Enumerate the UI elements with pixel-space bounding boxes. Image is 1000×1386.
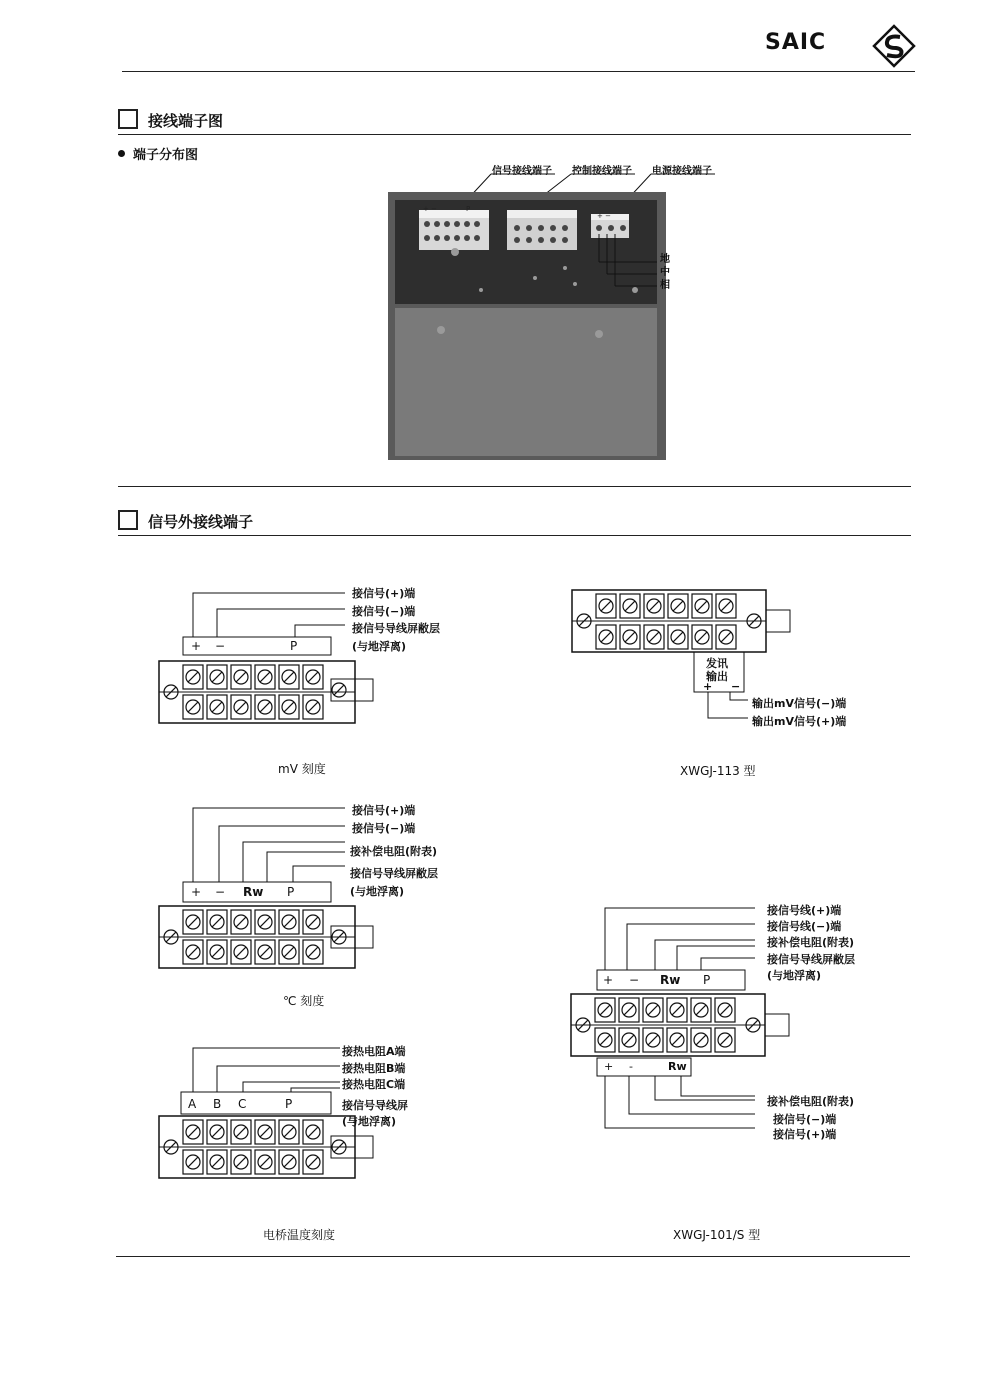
xwgj101-bar-rw: Rw xyxy=(660,973,681,987)
xwgj101-bottom-callout: 接补偿电阻(附表) xyxy=(767,1095,855,1108)
degc-bar-p: P xyxy=(287,885,295,899)
screw-slot xyxy=(720,1035,730,1045)
degc-callout: (与地浮离) xyxy=(350,885,405,898)
xwgj101-callout: 接补偿电阻(附表) xyxy=(767,936,855,949)
screw-slot xyxy=(260,947,270,957)
bullet-dot-icon xyxy=(118,150,125,157)
section-checkbox xyxy=(118,109,138,129)
screw-slot xyxy=(625,601,635,611)
screw-slot xyxy=(308,672,318,682)
screw-slot xyxy=(648,1035,658,1045)
bridge-callout: 接热电阻B端 xyxy=(342,1062,406,1075)
screw-slot xyxy=(236,702,246,712)
mv-bar-plus: + xyxy=(191,639,202,653)
screw-slot xyxy=(696,1035,706,1045)
screw-slot xyxy=(672,1005,682,1015)
screw-slot xyxy=(284,702,294,712)
bridge-bar-p: P xyxy=(285,1097,293,1111)
degc-callout: 接补偿电阻(附表) xyxy=(350,845,438,858)
screw-slot xyxy=(697,601,707,611)
screw-slot xyxy=(308,702,318,712)
footer-rule xyxy=(116,1256,910,1257)
screw-slot xyxy=(721,632,731,642)
degc-bar-rw: Rw xyxy=(243,885,264,899)
screw-slot xyxy=(308,917,318,927)
label-signal-terminal: 信号接线端子 xyxy=(492,166,552,177)
screw-slot xyxy=(696,1005,706,1015)
screw-slot xyxy=(188,1127,198,1137)
degc-callout: 接信号(+)端 xyxy=(352,804,416,817)
screw-slot xyxy=(308,1127,318,1137)
xwgj101-bottom-callout: 接信号(−)端 xyxy=(773,1113,837,1126)
screw-slot xyxy=(673,632,683,642)
screw-slot xyxy=(260,1157,270,1167)
section-rule xyxy=(118,134,911,135)
screw-slot xyxy=(212,672,222,682)
bridge-bar-b: B xyxy=(213,1097,222,1111)
bridge-callout: 接热电阻C端 xyxy=(342,1078,406,1091)
screw-slot xyxy=(236,1127,246,1137)
screw-slot xyxy=(236,947,246,957)
screw-slot xyxy=(236,1157,246,1167)
screw-slot xyxy=(600,1035,610,1045)
bridge-caption: 电桥温度刻度 xyxy=(263,1228,336,1242)
screw-slot xyxy=(260,702,270,712)
xwgj113-box-plus: + xyxy=(703,680,713,693)
bridge-callout: 接信号导线屏 xyxy=(342,1099,408,1112)
screw-slot xyxy=(721,601,731,611)
mv-callout: (与地浮离) xyxy=(352,640,407,653)
screw-slot xyxy=(188,917,198,927)
degc-bar-minus: − xyxy=(215,885,226,899)
screw-slot xyxy=(624,1005,634,1015)
section-divider xyxy=(118,486,911,487)
mv-caption: mV 刻度 xyxy=(278,762,326,776)
screw-slot xyxy=(697,632,707,642)
degc-caption: ℃ 刻度 xyxy=(283,994,325,1008)
screw-slot xyxy=(212,947,222,957)
screw-slot xyxy=(601,601,611,611)
screw-slot xyxy=(260,1127,270,1137)
xwgj113-caption: XWGJ-113 型 xyxy=(680,764,756,778)
screw-slot xyxy=(284,1157,294,1167)
section-title: 信号外接线端子 xyxy=(148,513,254,531)
screw-slot xyxy=(624,1035,634,1045)
label-power-terminal: 电源接线端子 xyxy=(652,166,712,177)
mv-callout: 接信号(+)端 xyxy=(352,587,416,600)
xwgj113-callout: 输出mV信号(+)端 xyxy=(752,715,847,728)
bridge-bar-c: C xyxy=(238,1097,247,1111)
photo-mark-plus-minus: + − xyxy=(423,205,437,213)
bullet-title: 端子分布图 xyxy=(133,148,199,163)
xwgj113-box-label: 输出 xyxy=(706,670,728,683)
degc-callout: 接信号(−)端 xyxy=(352,822,416,835)
screw-slot xyxy=(212,702,222,712)
screw-slot xyxy=(212,1157,222,1167)
mv-bar-minus: − xyxy=(215,639,226,653)
power-pin-neutral: 中 xyxy=(660,267,670,278)
screw-slot xyxy=(260,917,270,927)
xwgj101-callout: 接信号导线屏敝层 xyxy=(767,953,855,966)
degc-callout: 接信号导线屏敝层 xyxy=(350,867,438,880)
screw-slot xyxy=(648,1005,658,1015)
bridge-bar-a: A xyxy=(188,1097,197,1111)
power-pin-ground: 地 xyxy=(660,254,670,265)
screw-slot xyxy=(649,632,659,642)
mv-callout: 接信号导线屏敝层 xyxy=(352,622,440,635)
screw-slot xyxy=(308,947,318,957)
screw-slot xyxy=(188,1157,198,1167)
xwgj113-box-label: 发讯 xyxy=(706,657,728,670)
screw-slot xyxy=(600,1005,610,1015)
label-control-terminal: 控制接线端子 xyxy=(572,166,632,177)
screw-slot xyxy=(188,672,198,682)
screw-slot xyxy=(625,632,635,642)
xwgj101-bar-minus: − xyxy=(629,973,640,987)
xwgj113-callout: 输出mV信号(−)端 xyxy=(752,697,847,710)
brand-logo-icon xyxy=(872,24,916,68)
photo-mark-p: P xyxy=(466,205,471,213)
section-checkbox xyxy=(118,510,138,530)
screw-slot xyxy=(236,672,246,682)
bridge-callout: 接热电阻A端 xyxy=(342,1045,406,1058)
screw-slot xyxy=(649,601,659,611)
terminal-panel-photo xyxy=(385,170,715,462)
screw-slot xyxy=(334,685,344,695)
screw-slot xyxy=(212,1127,222,1137)
xwgj101-callout: 接信号线(+)端 xyxy=(767,904,842,917)
screw-slot xyxy=(308,1157,318,1167)
mv-callout: 接信号(−)端 xyxy=(352,605,416,618)
bridge-callout: (与地浮离) xyxy=(342,1115,397,1128)
screw-slot xyxy=(284,1127,294,1137)
screw-slot xyxy=(188,702,198,712)
xwgj113-box-minus: − xyxy=(731,680,741,693)
xwgj101-bottom-rw: Rw xyxy=(668,1060,687,1073)
screw-slot xyxy=(601,632,611,642)
mv-bar-p: P xyxy=(290,639,298,653)
header-rule xyxy=(122,71,915,72)
screw-slot xyxy=(284,917,294,927)
screw-slot xyxy=(672,1035,682,1045)
xwgj101-bottom-minus: - xyxy=(629,1060,633,1073)
xwgj101-callout: (与地浮离) xyxy=(767,969,822,982)
section-title: 接线端子图 xyxy=(148,112,224,130)
screw-slot xyxy=(284,672,294,682)
photo-mark-power: + − xyxy=(597,212,611,220)
degc-bar-plus: + xyxy=(191,885,202,899)
screw-slot xyxy=(260,672,270,682)
screw-slot xyxy=(284,947,294,957)
screw-slot xyxy=(236,917,246,927)
screw-slot xyxy=(720,1005,730,1015)
xwgj101-bottom-plus: + xyxy=(604,1060,614,1073)
xwgj101-caption: XWGJ-101/S 型 xyxy=(673,1228,761,1242)
screw-slot xyxy=(212,917,222,927)
screw-slot xyxy=(673,601,683,611)
power-pin-phase: 相 xyxy=(660,280,670,291)
xwgj101-bar-plus: + xyxy=(603,973,614,987)
xwgj101-callout: 接信号线(−)端 xyxy=(767,920,842,933)
brand-name: SAIC xyxy=(765,30,827,55)
screw-slot xyxy=(188,947,198,957)
section-rule xyxy=(118,535,911,536)
xwgj101-bar-p: P xyxy=(703,973,711,987)
xwgj101-bottom-callout: 接信号(+)端 xyxy=(773,1128,837,1141)
